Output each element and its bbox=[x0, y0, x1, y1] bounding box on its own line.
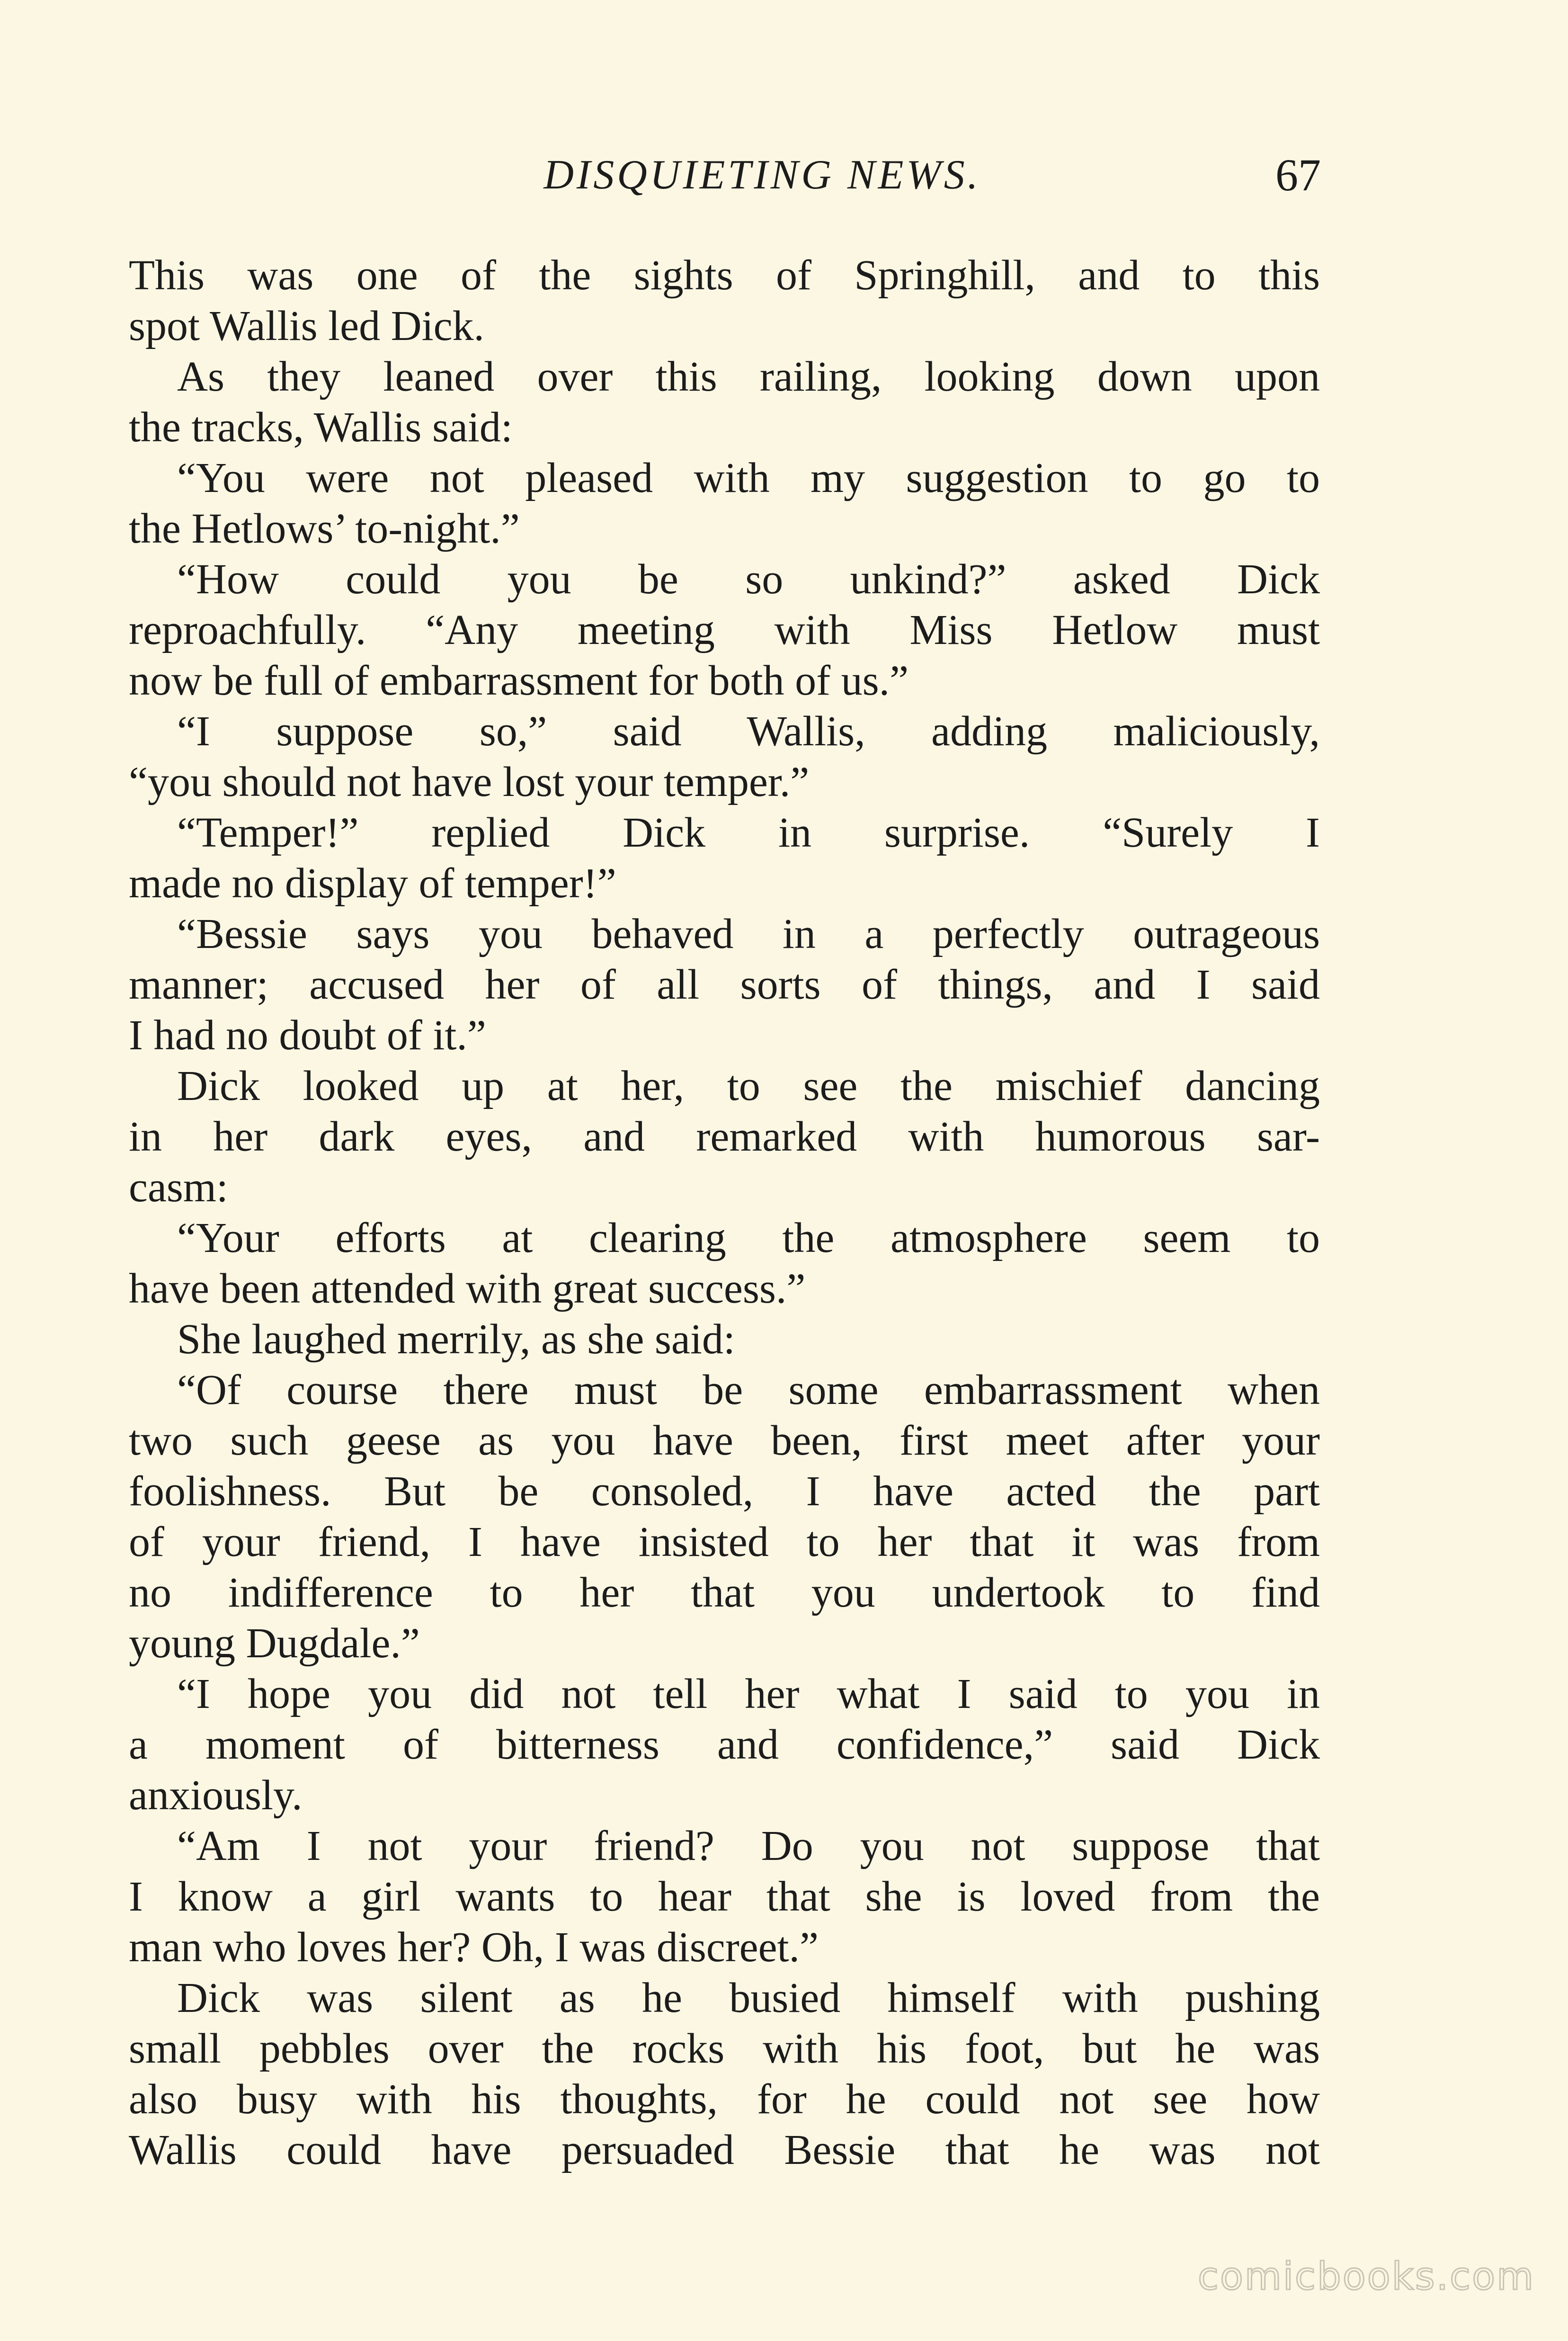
text-line: made no display of temper!” bbox=[129, 860, 616, 907]
text-line: casm: bbox=[129, 1164, 228, 1211]
text-line: man who loves her? Oh, I was discreet.” bbox=[129, 1924, 819, 1971]
text-line: manner; accused her of all sorts of things, and I said bbox=[129, 961, 1320, 1008]
text-line: foolishness. But be consoled, I have acted the part bbox=[129, 1468, 1320, 1515]
text-line: This was one of the sights of Springhill, and to this bbox=[129, 252, 1320, 299]
body-text bbox=[129, 250, 1320, 2175]
text-line: I know a girl wants to hear that she is loved from the bbox=[129, 1873, 1320, 1920]
text-line: now be full of embarrassment for both of us.” bbox=[129, 657, 909, 704]
text-line: a moment of bitterness and confidence,” said Dick bbox=[129, 1721, 1320, 1768]
text-line: Wallis could have persuaded Bessie that he was not bbox=[129, 2127, 1320, 2173]
text-line: “Your efforts at clearing the atmosphere seem to bbox=[177, 1215, 1320, 1261]
text-line: small pebbles over the rocks with his foot, but he was bbox=[129, 2025, 1320, 2072]
site-watermark: comicbooks.com bbox=[1197, 2254, 1535, 2298]
text-line: two such geese as you have been, first meet after your bbox=[129, 1417, 1320, 1464]
text-line: Dick looked up at her, to see the mischief dancing bbox=[177, 1063, 1320, 1109]
text-line: I had no doubt of it.” bbox=[129, 1012, 486, 1059]
text-line: “you should not have lost your temper.” bbox=[129, 759, 810, 805]
text-line: “Of course there must be some embarrassment when bbox=[177, 1367, 1320, 1413]
text-line: no indifference to her that you undertook to find bbox=[129, 1569, 1320, 1616]
text-line: As they leaned over this railing, looking down upon bbox=[177, 353, 1320, 400]
text-line: “How could you be so unkind?” asked Dick bbox=[177, 556, 1320, 603]
text-line: anxiously. bbox=[129, 1772, 303, 1819]
text-line: Dick was silent as he busied himself with pushing bbox=[177, 1975, 1320, 2021]
text-line: She laughed merrily, as she said: bbox=[177, 1316, 735, 1363]
chapter-running-title: DISQUIETING NEWS. bbox=[543, 152, 981, 198]
text-line: “I suppose so,” said Wallis, adding maliciously, bbox=[177, 708, 1320, 755]
text-line: “Temper!” replied Dick in surprise. “Surely I bbox=[177, 809, 1320, 856]
text-line: “I hope you did not tell her what I said to you in bbox=[177, 1671, 1320, 1717]
text-line: reproachfully. “Any meeting with Miss Hetlow must bbox=[129, 607, 1320, 653]
text-line: spot Wallis led Dick. bbox=[129, 303, 485, 349]
text-line: the Hetlows’ to-night.” bbox=[129, 505, 520, 552]
text-line: of your friend, I have insisted to her that it was from bbox=[129, 1519, 1320, 1565]
text-line: the tracks, Wallis said: bbox=[129, 404, 513, 451]
text-line: in her dark eyes, and remarked with humorous sar- bbox=[129, 1113, 1320, 1160]
text-line: also busy with his thoughts, for he could not see how bbox=[129, 2076, 1320, 2123]
text-line: “Am I not your friend? Do you not suppose that bbox=[177, 1823, 1320, 1869]
text-line: “Bessie says you behaved in a perfectly outrageous bbox=[177, 911, 1320, 957]
text-line: “You were not pleased with my suggestion to go to bbox=[177, 455, 1320, 501]
running-head bbox=[128, 142, 1321, 208]
text-line: young Dugdale.” bbox=[129, 1620, 420, 1667]
page-number: 67 bbox=[1275, 150, 1321, 200]
text-line: have been attended with great success.” bbox=[129, 1265, 806, 1312]
